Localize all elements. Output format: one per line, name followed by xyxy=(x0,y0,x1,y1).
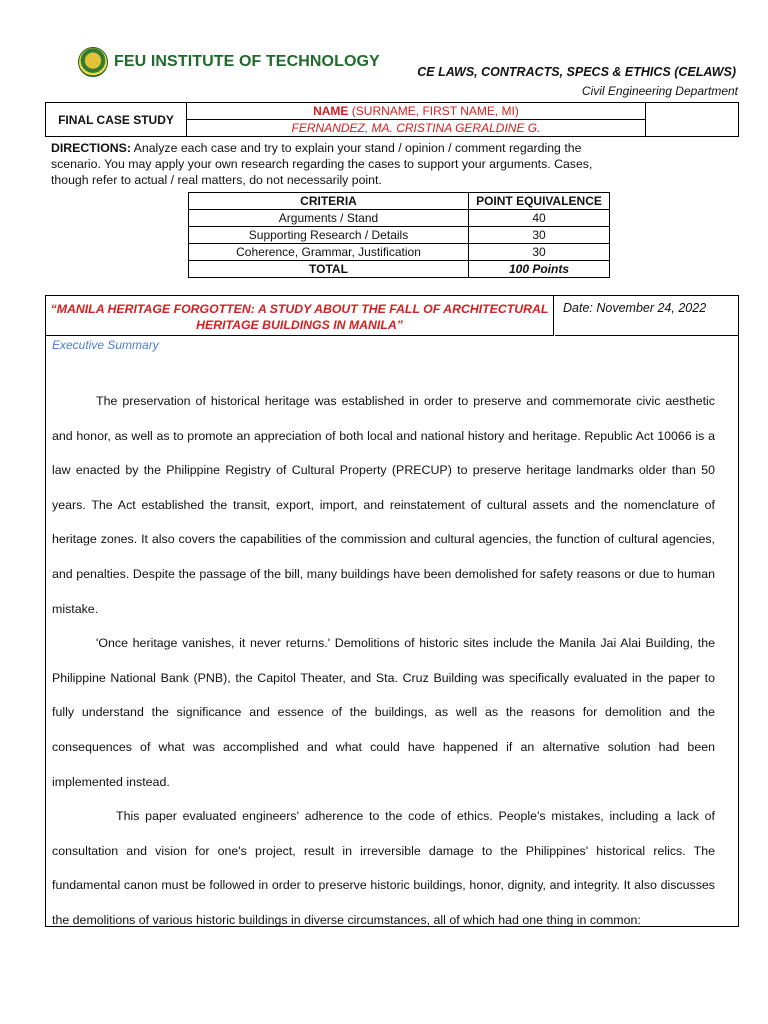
criteria-table xyxy=(188,192,610,278)
total-value: 100 Points xyxy=(469,261,610,278)
paragraph: 'Once heritage vanishes, it never returns.' Demolitions of historic sites include the Manila Jai Alai Building, the Philippine National Bank (PNB), the Capitol Theater, and Sta. Cruz Building was specifically evaluated in the paper to fully understand the significance and essence of the buildings, as well as the reasons for demolition and the consequences of what was accomplished and what could have happened if an alternative solution had been implemented instead. xyxy=(52,636,715,789)
paragraph: The preservation of historical heritage was established in order to preserve and commemorate civic aesthetic and honor, as well as to promote an appreciation of both local and national history and heritage. Republic Act 10066 is a law enacted by the Philippine Registry of Cultural Property (PRECUP) to preserve heritage landmarks older than 50 years. The Act established the transit, export, import, and reinstatement of cultural assets and the nomenclature of heritage zones. It also covers the capabilities of the commission and cultural agencies, the function of cultural agencies, and penalties. Despite the passage of the bill, many buildings have been demolished for safety reasons or due to human mistake. xyxy=(52,394,715,616)
section-heading: Executive Summary xyxy=(52,338,159,352)
name-value: FERNANDEZ, MA. CRISTINA GERALDINE G. xyxy=(187,120,646,137)
paragraph: This paper evaluated engineers' adherence to the code of ethics. People's mistakes, including a lack of consultation and vision for one's project, result in irreversible damage to the Philippines' historical relics. The fundamental canon must be followed in order to preserve historic buildings, honor, dignity, and integrity. It also discusses the demolitions of various historic buildings in diverse circumstances, all of which had one thing in common: xyxy=(52,809,715,927)
course-title: CE LAWS, CONTRACTS, SPECS & ETHICS (CELAWS) xyxy=(417,65,736,79)
case-study-label: FINAL CASE STUDY xyxy=(46,103,187,137)
criteria-cell: Supporting Research / Details xyxy=(189,227,469,244)
criteria-row xyxy=(189,210,610,227)
paper-title: “MANILA HERITAGE FORGOTTEN: A STUDY ABOUT THE FALL OF ARCHITECTURAL HERITAGE BUILDINGS IN MANILA” xyxy=(46,296,554,336)
criteria-row xyxy=(189,227,610,244)
points-cell: 30 xyxy=(469,227,610,244)
criteria-row xyxy=(189,244,610,261)
paper-date: Date: November 24, 2022 xyxy=(555,296,738,336)
feu-seal-icon xyxy=(78,47,108,77)
institution-name: FEU INSTITUTE OF TECHNOLOGY xyxy=(114,53,380,70)
points-cell: 40 xyxy=(469,210,610,227)
criteria-cell: Coherence, Grammar, Justification xyxy=(189,244,469,261)
criteria-cell: Arguments / Stand xyxy=(189,210,469,227)
paper-box xyxy=(45,295,739,927)
student-info-table xyxy=(45,102,739,137)
institution-logo xyxy=(78,47,380,77)
total-label: TOTAL xyxy=(189,261,469,278)
criteria-total-row xyxy=(189,261,610,278)
criteria-header: CRITERIA xyxy=(189,193,469,210)
directions-label: DIRECTIONS: xyxy=(51,141,131,155)
points-header: POINT EQUIVALENCE xyxy=(469,193,610,210)
directions-text: Analyze each case and try to explain your stand / opinion / comment regarding the scenario. You may apply your own research regarding the cases to support your arguments. Cases, though refer to actual / real matters, do not necessarily point. xyxy=(51,141,593,187)
directions xyxy=(51,140,611,188)
name-label: NAME (SURNAME, FIRST NAME, MI) xyxy=(187,103,646,120)
paper-body xyxy=(52,384,715,938)
points-cell: 30 xyxy=(469,244,610,261)
score-cell xyxy=(646,103,739,137)
department-name: Civil Engineering Department xyxy=(581,84,738,98)
